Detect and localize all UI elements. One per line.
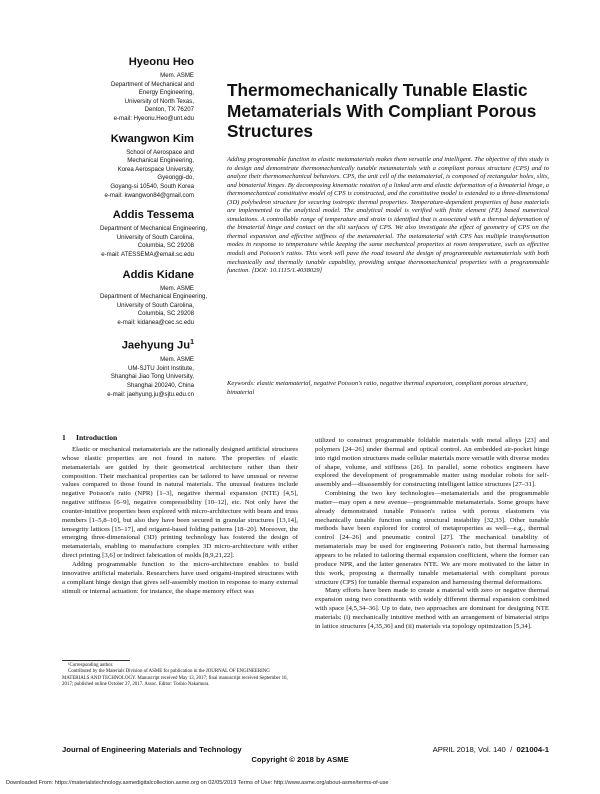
author-name-text: Jaehyung Ju	[121, 340, 191, 353]
author-affiliation-line: University of South Carolina,	[116, 301, 194, 309]
body-paragraph: utilized to construct programmable foldable materials with metal alloys [23] and polymers [24–26] under thermal and optical control. An embedded air-pocket hinge into rigid motion structures made cellular materials more versatile with diverse modes of shape, volume, and stiffness [26]. In parallel, some robotics engineers have explored the development of programmable matter using modular robots for self-assembly and—disassembly for constructing intelligent lattice structures [27–31].	[315, 437, 549, 489]
author-affiliation-line: Goyang-si 10540, South Korea	[110, 182, 194, 190]
author-email: e-mail: jaehyung.ju@sjtu.edu.cn	[107, 390, 194, 398]
right-column	[315, 437, 549, 632]
author-affiliation-line: Department of Mechanical and	[111, 80, 194, 88]
author-name: Hyeonu Heo	[128, 56, 194, 68]
author-affiliation-line: Shanghai Jiao Tong University,	[110, 373, 194, 381]
page-number: 021004-1	[516, 745, 549, 754]
author-affiliation-line: Denton, TX 76207	[144, 106, 194, 114]
section-title: Introduction	[76, 433, 118, 442]
author-affiliation-line: School of Aerospace and	[126, 148, 194, 156]
author-block	[100, 268, 208, 328]
author-name: Kwangwon Kim	[110, 132, 194, 145]
keywords: Keywords: elastic metamaterial, negative Poisson's ratio, negative thermal expansion, compliant porous structure, bimaterial	[227, 380, 528, 396]
body-paragraph: Many efforts have been made to create a material with zero or negative thermal expansion using two constituents with widely different thermal expansion combined with space [4,5,34–36]. Up to date, two approaches are dominant for designing NTE materials: (i) mechanically intuitive method with an arrangement of bimaterial strips in lattice structures [4,35,36] and (ii) materials via topology optimization [5,34].	[315, 587, 549, 630]
body-paragraph: Adding programmable function to the micro-architecture enables to build innovative artificial materials. Researchers have used origami-inspired structures with a compliant hinge design that gives self-assembly motion in response to many external stimuli or internal actuation: for instance, the shape memory effect was	[62, 560, 298, 595]
author-block	[100, 56, 194, 124]
author-affiliation-line: Mem. ASME	[160, 72, 194, 79]
corresponding-author-marker: 1	[190, 339, 194, 347]
author-affiliation-line: Energy Engineering,	[138, 89, 194, 97]
journal-name: Journal of Engineering Materials and Technology	[62, 745, 242, 754]
body-paragraph: Elastic or mechanical metamaterials are the rationally designed artificial structures whose elastic properties are not found in nature. The properties of elastic metamaterials are guided by their geometrical architecture rather than their composition. Their mechanical properties can be tailored to have unusual or reverse values compared to those found in natural materials. The unusual features include negative Poisson's ratio (NPR) [1–3], negative thermal expansion (NTE) [4,5], negative stiffness [6–9], negative compressibility [10–12], etc. Not only have the counter-intuitive properties been explored with micro-architecture with beam and truss members [1–5,8–10], but also they have been secured in granular structures [13,14], tensegrity lattices [15–17], and origami-based folding patterns [18–20]. Moreover, the emerging three-dimensional (3D) printing technology has fostered the design of metamaterials, enabling to manufacture complex 3D micro-architecture with either direct printing [3,6] or indirect fabrication of molds [8,9,21,22].	[62, 446, 298, 560]
author-email: e-mail: ATESSEMA@email.sc.edu	[101, 250, 194, 258]
section-heading	[62, 433, 117, 442]
author-block	[100, 209, 208, 259]
footnote-manuscript-info: Contributed by the Materials Division of ASME for publication in the JOURNAL OF ENGINEERING MATERIALS AND TECHNOLOGY. Manuscript received May 13, 2017; final manuscript received September 16, 2017; published online October 27, 2017. Assoc. Editor: Toshio Nakamura.	[62, 669, 288, 687]
author-affiliation-line: Columbia, SC 29208	[137, 310, 194, 318]
author-affiliation-line: Department of Mechanical Engineering,	[100, 293, 208, 301]
author-affiliation-line: Department of Mechanical Engineering,	[100, 225, 208, 233]
author-affiliation-line: Korea Aerospace University,	[117, 165, 194, 173]
author-email: e-mail: Hyeonu.Heo@unt.edu	[113, 114, 194, 122]
section-number: 1	[62, 433, 66, 442]
author-affiliation-line: Columbia, SC 29208	[137, 242, 194, 250]
copyright: Copyright © 2018 by ASME	[251, 755, 349, 764]
author-name	[100, 336, 194, 353]
author-affiliation-line: Mechanical Engineering,	[127, 157, 194, 165]
author-email: e-mail: kwangwon84@gmail.com	[104, 191, 194, 199]
author-block	[100, 133, 194, 201]
author-affiliation-line: Gyeonggi-do,	[157, 174, 194, 182]
author-email: e-mail: kidanea@cec.sc.edu	[117, 318, 194, 326]
author-name: Addis Tessema	[112, 209, 194, 222]
left-column	[62, 446, 298, 596]
author-affiliation-line: UM-SJTU Joint Institute,	[127, 364, 194, 372]
issue-info: APRIL 2018, Vol. 140 / 021004-1	[432, 745, 549, 754]
body-paragraph: Combining the two key technologies—metamaterials and the programmable matter—may open a new avenue—programmable metamaterials. Some groups have already demonstrated tunable Poisson's ratios with porous elastomers via mechanically tunable function using structural instability [32,33]. Other tunable methods have been explored for control of metaproperties as well—e.g., thermal control [24–26] and pneumatic control [27]. The mechanical tunability of metamaterials may be used for engineering Poisson's ratio, but thermal harnessing appears to be related to tailoring thermal expansion coefficient, where the former can produce NPR, and the latter generates NTE. We are more motivated to the latter in this work, proposing a thermally tunable metamaterial with compliant porous structure (CPS) for tunable thermal expansion and harnessing thermal deformations.	[315, 490, 549, 586]
download-notice: Downloaded From: https://materialstechnology.asmedigitalcollection.asme.org on 02/05/2019 Terms of Use: http://www.asme.org/about-asme/terms-of-use	[6, 780, 389, 786]
author-name: Addis Kidane	[122, 268, 194, 281]
abstract: Adding programmable function to elastic metamaterials makes them versatile and intelligent. The objective of this study is to design and demonstrate thermomechanically tunable metamaterials with a compliant porous structure (CPS) and to analyze their thermomechanical behaviors. CPS, the unit cell of the metamaterial, is composed of rectangular holes, slits, and bimaterial hinges. By decomposing kinematic rotation of a linked arm and elastic deformation of a bimaterial hinge, a thermomechanical constitutive model of CPS is constructed, and the constitutive model is extended to a three-dimensional (3D) polyhedron structure for securing isotropic thermal properties. Temperature-dependent properties of base materials are implemented to the analytical model. The analytical model is verified with finite element (FE) based numerical simulations. A controllable range of temperature and strain is identified that is associated with a thermal deformation of the bimaterial hinge and contact on the slit surfaces of CPS. We also investigate the effect of geometry of CPS on the thermal expansion and effective stiffness of the metamaterial. The metamaterial with CPS has multiple transformation modes in response to temperature while keeping the same mechanical properties at room temperature, such as effective moduli and Poisson's ratios. This work will pave the road toward the design of programmable metamaterials with both mechanically and thermally tunable capability, providing unique thermomechanical properties with a programmable function. [DOI: 10.1115/1.4038029]	[227, 156, 549, 275]
author-list	[100, 56, 208, 408]
author-affiliation-line: Shanghai 200240, China	[126, 381, 194, 389]
issue-volume: APRIL 2018, Vol. 140	[432, 745, 506, 754]
footnotes	[62, 663, 298, 688]
footnote-corresponding: ¹Corresponding author.	[68, 663, 114, 668]
footnote-rule	[62, 660, 130, 661]
author-affiliation-line: Mem. ASME	[160, 356, 194, 364]
author-affiliation-line: University of South Carolina,	[116, 233, 194, 241]
author-block	[100, 336, 194, 399]
author-affiliation-line: University of North Texas,	[124, 97, 194, 105]
author-affiliation-line: Mem. ASME	[160, 284, 194, 292]
paper-title: Thermomechanically Tunable Elastic Metamaterials With Compliant Porous Structures	[227, 80, 537, 141]
